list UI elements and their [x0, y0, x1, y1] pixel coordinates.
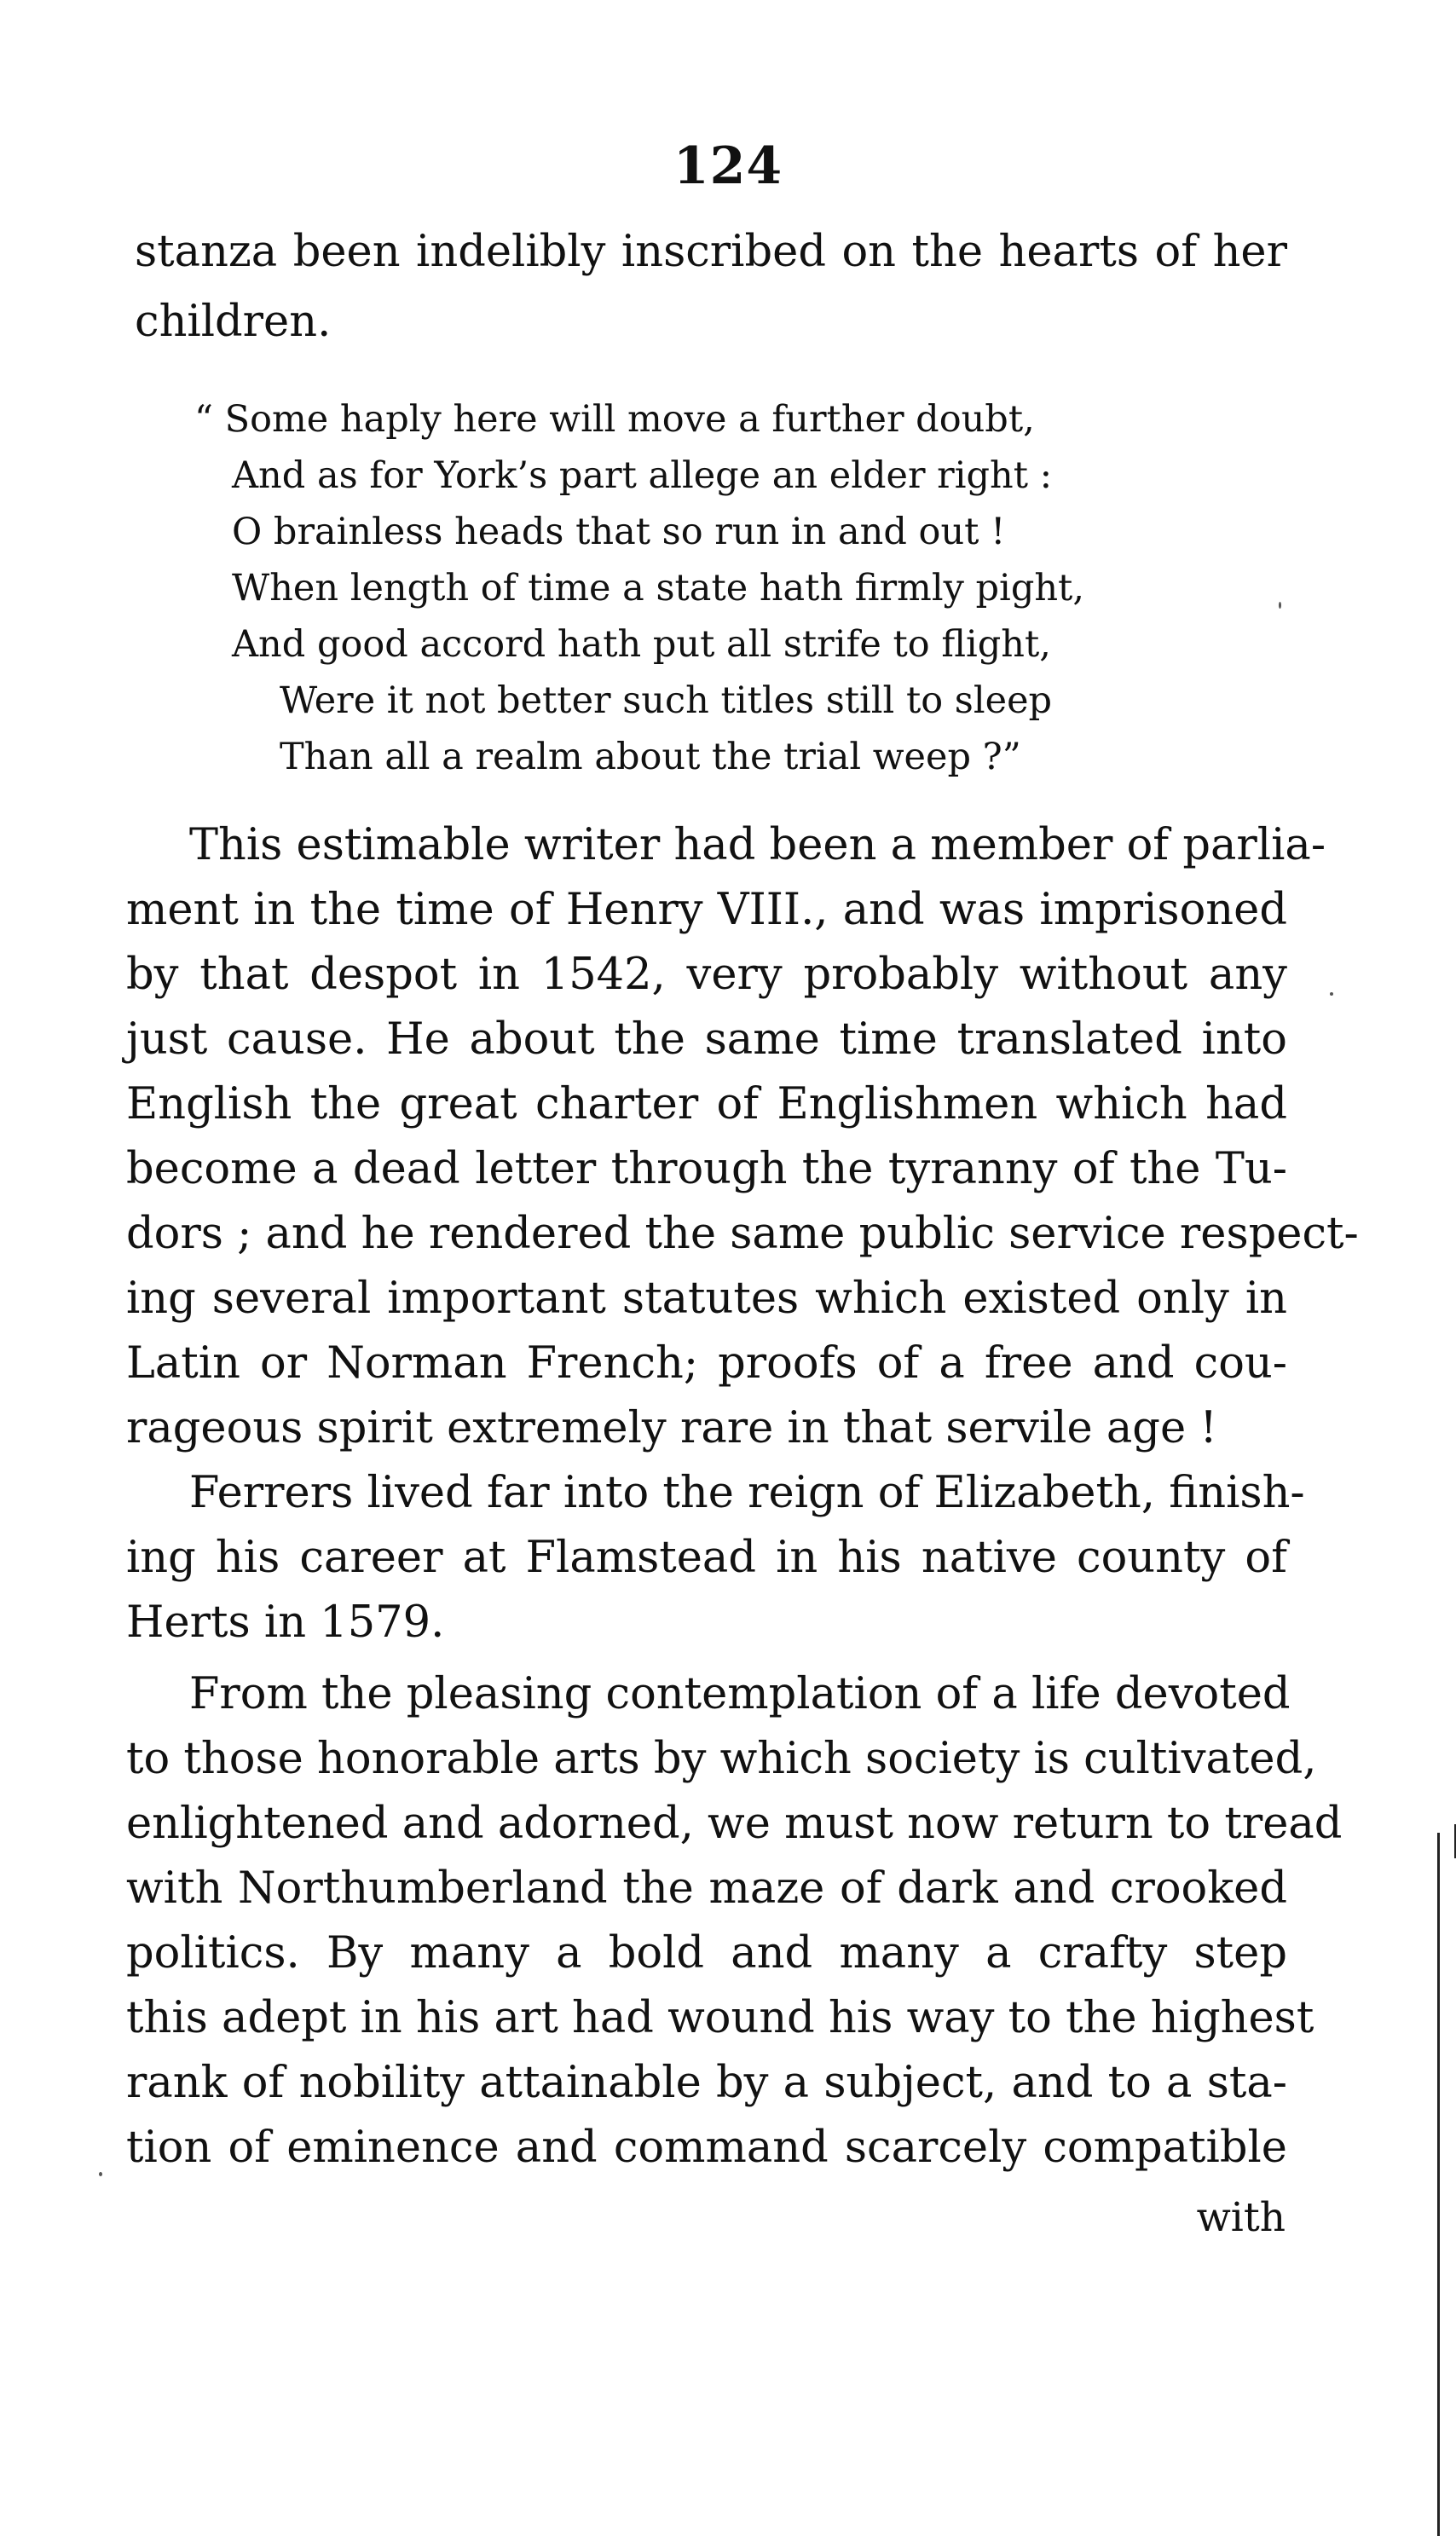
- poem-line: “ Some haply here will move a further doubt,: [194, 398, 1035, 441]
- page-number: 124: [673, 136, 783, 196]
- catchword: with: [1196, 2194, 1286, 2241]
- text-line: become a dead letter through the tyranny of the Tu-: [126, 1144, 1287, 1194]
- text-line: children.: [135, 297, 332, 347]
- text-line: Herts in 1579.: [126, 1597, 445, 1648]
- text-line: enlightened and adorned, we must now return to tread: [126, 1799, 1343, 1849]
- text-line: This estimable writer had been a member of parlia-: [189, 820, 1326, 870]
- poem-line: Than all a realm about the trial weep ?”: [280, 736, 1021, 778]
- page-edge-line: [1437, 1833, 1440, 2536]
- poem-line: And good accord hath put all strife to flight,: [232, 623, 1051, 666]
- poem-line: When length of time a state hath firmly pight,: [232, 567, 1084, 609]
- text-line: dors ; and he rendered the same public service respect-: [126, 1209, 1359, 1259]
- text-line: Ferrers lived far into the reign of Elizabeth, finish-: [189, 1468, 1305, 1518]
- text-line: to those honorable arts by which society is cultivated,: [126, 1734, 1317, 1784]
- text-line: by that despot in 1542, very probably without any: [126, 950, 1287, 1000]
- text-line: ment in the time of Henry VIII., and was imprisoned: [126, 885, 1287, 935]
- poem-line: And as for York’s part allege an elder right :: [232, 454, 1053, 497]
- text-line: rank of nobility attainable by a subject, and to a sta-: [126, 2058, 1287, 2108]
- text-line: stanza been indelibly inscribed on the hearts of her: [135, 227, 1287, 277]
- text-line: From the pleasing contemplation of a life devoted: [189, 1669, 1291, 1719]
- text-line: politics. By many a bold and many a crafty step: [126, 1928, 1287, 1979]
- text-line: English the great charter of Englishmen which had: [126, 1079, 1287, 1129]
- text-line: ing several important statutes which existed only in: [126, 1274, 1287, 1324]
- text-line: tion of eminence and command scarcely compatible: [126, 2123, 1287, 2173]
- text-line: Latin or Norman French; proofs of a free and cou-: [126, 1338, 1287, 1389]
- text-line: rageous spirit extremely rare in that servile age !: [126, 1403, 1217, 1453]
- poem-line: O brainless heads that so run in and out !: [232, 511, 1006, 553]
- text-line: this adept in his art had wound his way to the highest: [126, 1993, 1314, 2043]
- text-line: ing his career at Flamstead in his native county of: [126, 1533, 1287, 1583]
- poem-line: Were it not better such titles still to sleep: [280, 679, 1053, 722]
- scan-speck: [1279, 602, 1281, 609]
- scan-speck: [1330, 992, 1333, 996]
- scan-speck: [99, 2172, 102, 2176]
- text-line: just cause. He about the same time translated into: [126, 1014, 1287, 1065]
- text-line: with Northumberland the maze of dark and crooked: [126, 1863, 1287, 1914]
